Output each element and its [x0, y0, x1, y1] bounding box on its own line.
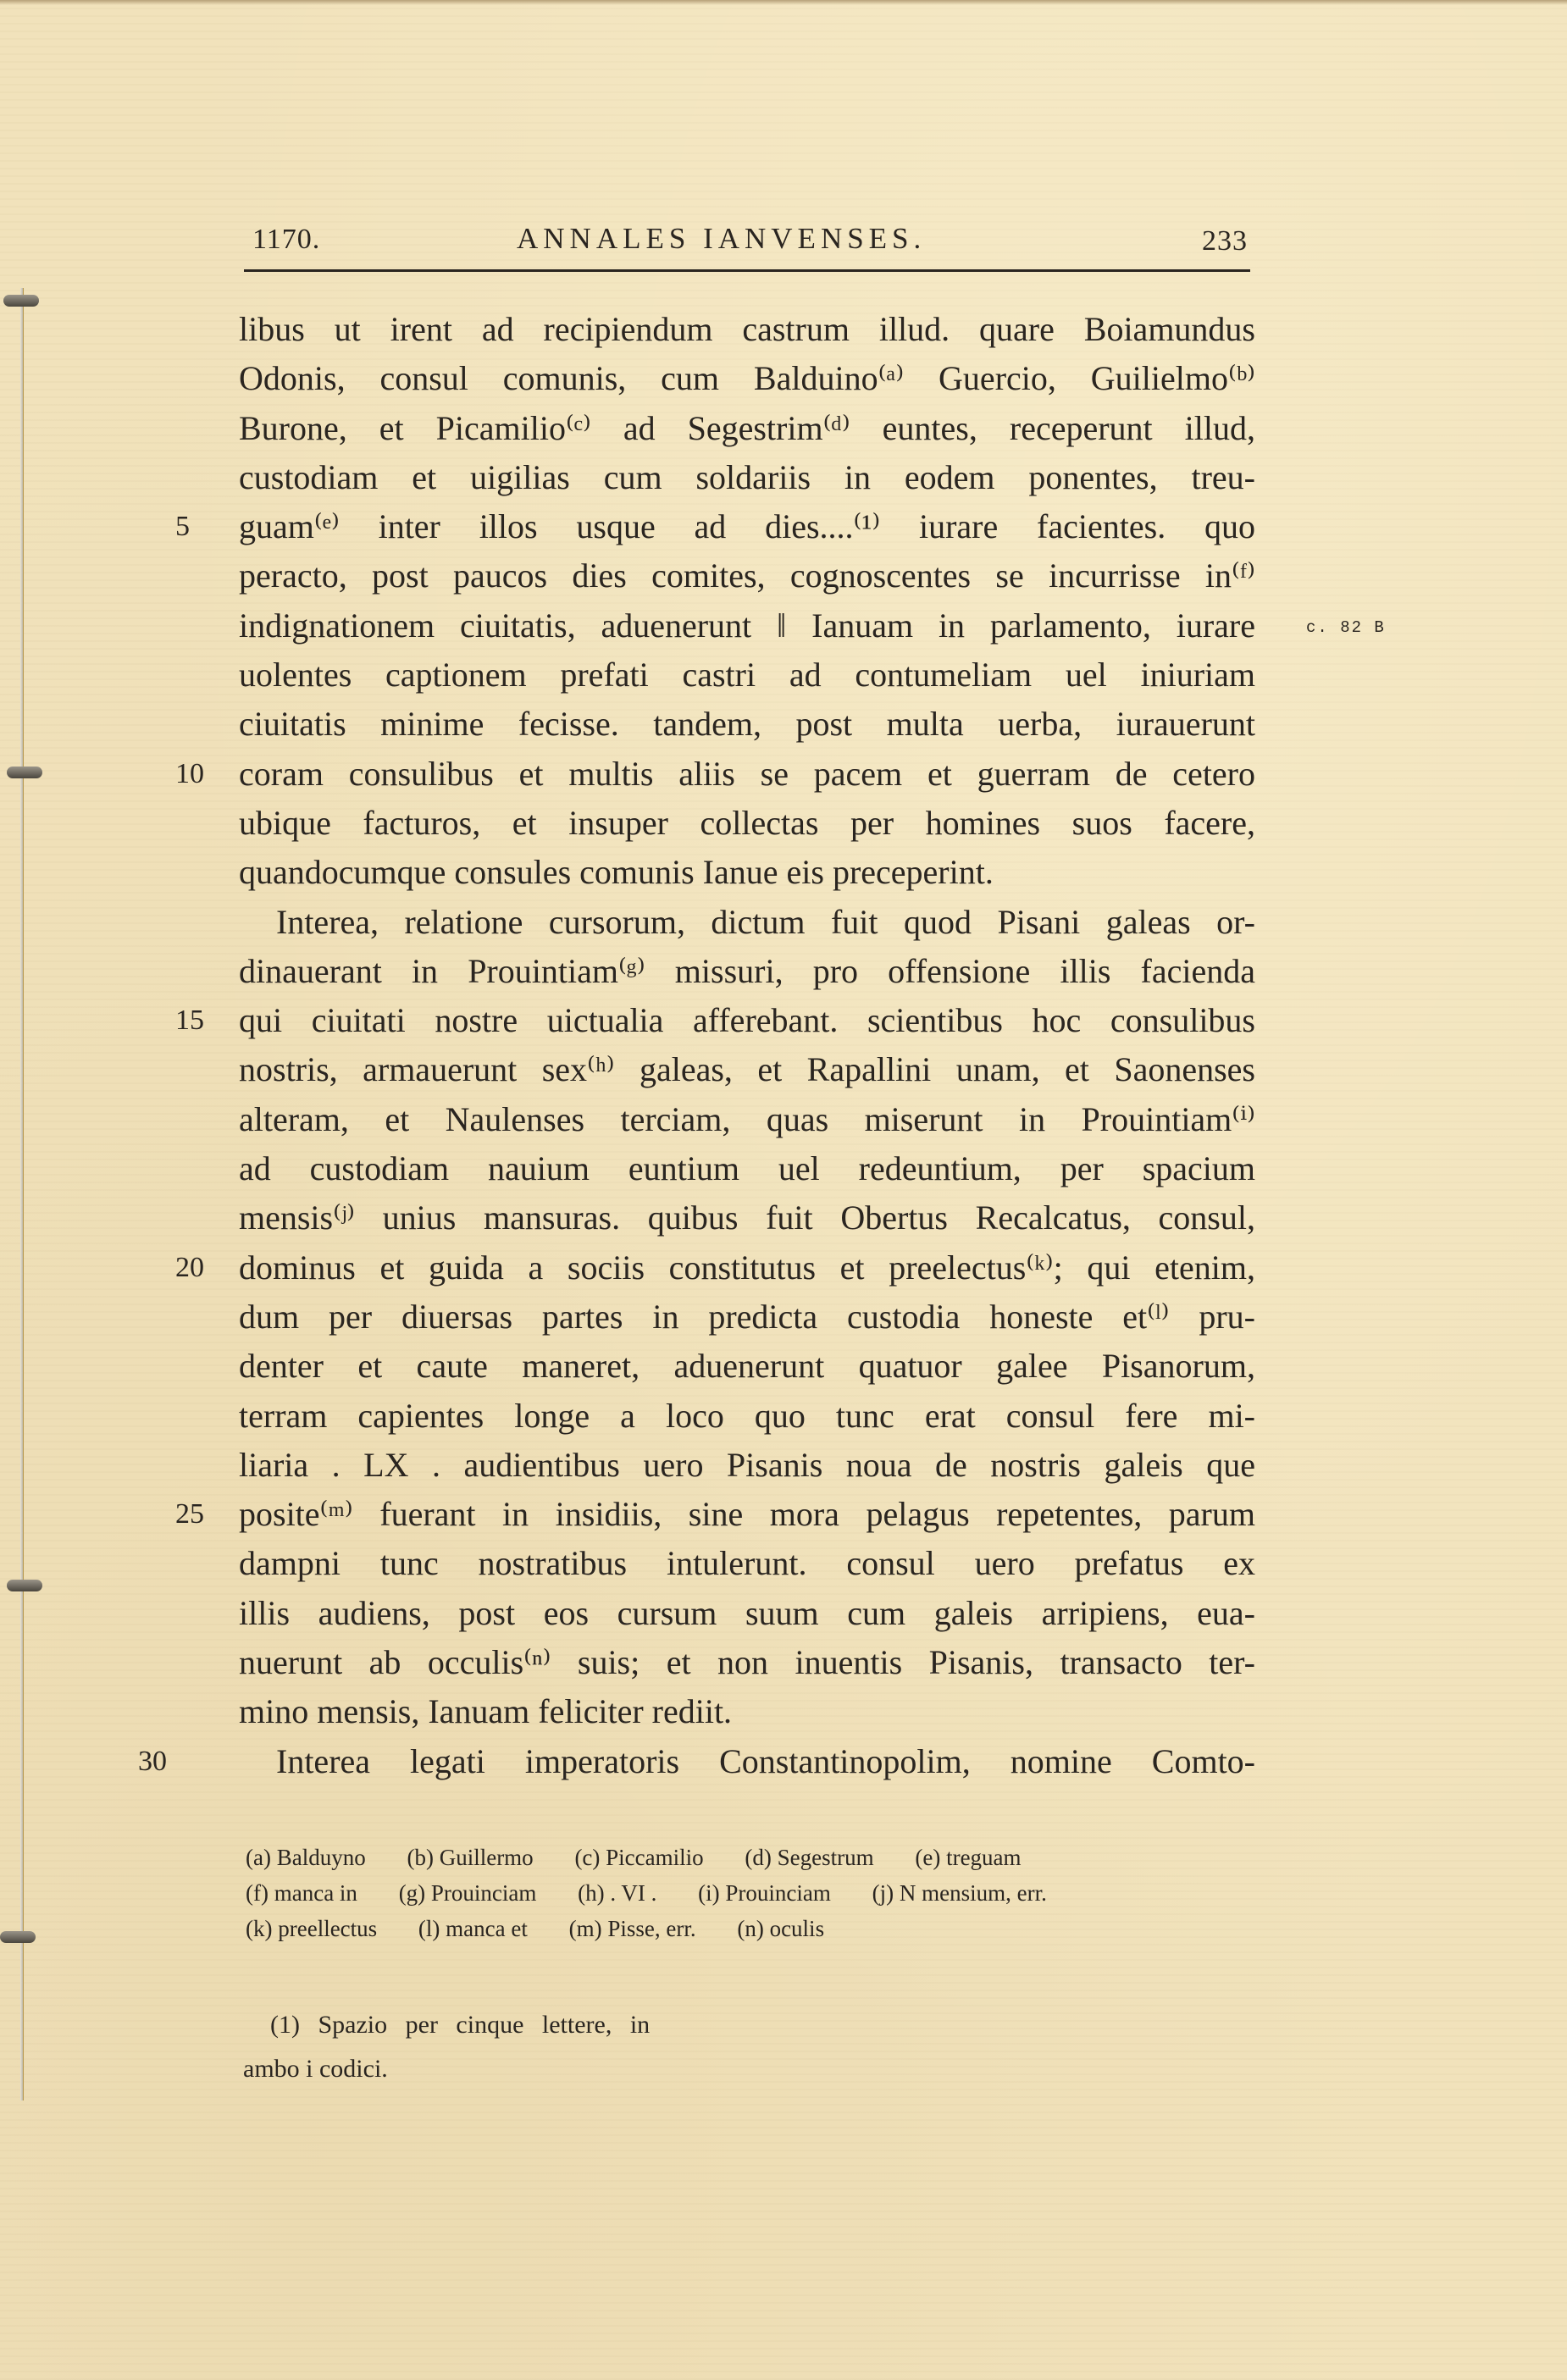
line-number: 15	[175, 1005, 204, 1037]
text-line	[239, 404, 1255, 453]
line-text: dominus et guida a sociis constitutus et preelectus⁽ᵏ⁾; qui etenim,	[239, 1248, 1255, 1287]
line-text: uolentes captionem prefati castri ad contumeliam uel iniuriam	[239, 656, 1255, 695]
variant-note: (b) Guillermo	[407, 1845, 534, 1870]
variant-note: (k) preellectus	[246, 1916, 378, 1941]
line-text: dampni tunc nostratibus intulerunt. consul uero prefatus ex	[239, 1544, 1255, 1583]
line-text: terram capientes longe a loco quo tunc erat consul fere mi-	[239, 1396, 1255, 1435]
variant-note: (g) Prouinciam	[398, 1880, 537, 1906]
variant-note: (n) oculis	[737, 1916, 825, 1941]
text-line	[239, 1638, 1255, 1687]
text-line	[239, 1292, 1255, 1342]
text-line	[239, 1687, 1255, 1736]
variant-note: (e) treguam	[915, 1845, 1022, 1870]
text-line	[138, 1737, 1255, 1786]
line-number: 10	[175, 757, 204, 789]
margin-folio-note: c. 82 B	[1306, 618, 1386, 637]
line-text: Interea, relatione cursorum, dictum fuit quod Pisani galeas or-	[276, 902, 1255, 941]
variant-note: (m) Pisse, err.	[568, 1916, 696, 1941]
binding-stitch	[7, 1580, 42, 1591]
line-text: illis audiens, post eos cursum suum cum galeis arripiens, eua-	[239, 1593, 1255, 1632]
line-text: Burone, et Picamilio⁽ᶜ⁾ ad Segestrim⁽ᵈ⁾ euntes, receperunt illud,	[239, 408, 1255, 447]
line-text: nostris, armauerunt sex⁽ʰ⁾ galeas, et Rapallini unam, et Saonenses	[239, 1050, 1255, 1089]
running-head	[244, 222, 1248, 264]
line-text: ubique facturos, et insuper collectas per homines suos facere,	[239, 803, 1255, 842]
line-text: coram consulibus et multis aliis se pacem et guerram de cetero	[239, 754, 1255, 793]
text-line	[175, 1490, 1255, 1539]
text-line	[175, 1243, 1255, 1292]
line-text: liaria . LX . audientibus uero Pisanis noua de nostris galeis que	[239, 1445, 1255, 1484]
variant-note: (a) Balduyno	[246, 1845, 366, 1870]
line-text: denter et caute maneret, aduenerunt quatuor galee Pisanorum,	[239, 1347, 1255, 1386]
text-line	[239, 305, 1255, 354]
line-text: dum per diuersas partes in predicta custodia honeste et⁽ˡ⁾ pru-	[239, 1297, 1255, 1336]
variant-note: (d) Segestrum	[745, 1845, 874, 1870]
text-line	[175, 502, 1255, 551]
text-line	[175, 996, 1255, 1045]
text-line	[239, 1193, 1255, 1243]
line-number: 5	[175, 511, 190, 543]
line-text: ad custodiam nauium euntium uel redeuntium, per spacium	[239, 1149, 1255, 1188]
text-line	[239, 1144, 1255, 1193]
text-line	[239, 453, 1255, 502]
line-number: 20	[175, 1251, 204, 1283]
binding-stitch	[7, 767, 42, 778]
main-text	[138, 305, 1255, 1786]
line-text: dinauerant in Prouintiam⁽ᵍ⁾ missuri, pro offensione illis facienda	[239, 951, 1255, 990]
variant-note: (h) . VI .	[578, 1880, 657, 1906]
variant-note: (l) manca et	[418, 1916, 528, 1941]
text-line	[239, 551, 1255, 601]
line-text: libus ut irent ad recipiendum castrum illud. quare Boiamundus	[239, 310, 1255, 348]
text-line	[239, 799, 1255, 848]
footnotes	[243, 2003, 768, 2091]
text-line	[239, 1539, 1255, 1588]
variant-note: (i) Prouinciam	[698, 1880, 831, 1906]
text-line	[239, 700, 1255, 749]
line-text: indignationem ciuitatis, aduenerunt ‖ Ianuam in parlamento, iurare	[239, 606, 1255, 645]
binding-thread	[20, 288, 24, 2100]
line-text: posite⁽ᵐ⁾ fuerant in insidiis, sine mora pelagus repetentes, parum	[239, 1495, 1255, 1534]
line-text: guam⁽ᵉ⁾ inter illos usque ad dies....⁽¹⁾ iurare facientes. quo	[239, 507, 1255, 546]
line-text: custodiam et uigilias cum soldariis in eodem ponentes, treu-	[239, 457, 1255, 496]
line-text: Interea legati imperatoris Constantinopolim, nomine Comto-	[276, 1741, 1255, 1780]
binding-stitch	[3, 295, 39, 307]
line-text: quandocumque consules comunis Ianue eis preceperint.	[239, 853, 994, 892]
line-text: nuerunt ab occulis⁽ⁿ⁾ suis; et non inuentis Pisanis, transacto ter-	[239, 1643, 1255, 1682]
variant-note: (j) N mensium, err.	[872, 1880, 1047, 1906]
text-line	[239, 848, 1255, 897]
footnote-line: (1) Spazio per cinque lettere, in	[270, 2011, 651, 2039]
variant-row	[246, 1875, 1279, 1911]
variant-note: (f) manca in	[246, 1880, 357, 1906]
text-line	[239, 1342, 1255, 1391]
line-text: peracto, post paucos dies comites, cognoscentes se incurrisse in⁽ᶠ⁾	[239, 556, 1255, 595]
text-line	[239, 898, 1255, 947]
line-text: Odonis, consul comunis, cum Balduino⁽ᵃ⁾ Guercio, Guilielmo⁽ᵇ⁾	[239, 359, 1255, 398]
text-line	[239, 1392, 1255, 1441]
line-text: mino mensis, Ianuam feliciter rediit.	[239, 1692, 733, 1731]
binding-stitch	[0, 1931, 36, 1943]
page-top-edge	[0, 0, 1567, 5]
text-line	[175, 750, 1255, 799]
text-line	[239, 1095, 1255, 1144]
footnote-line: ambo i codici.	[243, 2055, 388, 2083]
running-head-title: ANNALES IANVENSES.	[517, 222, 927, 255]
line-text: alteram, et Naulenses terciam, quas miserunt in Prouintiam⁽ⁱ⁾	[239, 1099, 1255, 1138]
variant-note: (c) Piccamilio	[574, 1845, 704, 1870]
variant-row	[246, 1911, 1279, 1946]
line-text: qui ciuitati nostre uictualia afferebant. scientibus hoc consulibus	[239, 1001, 1255, 1040]
line-number: 30	[138, 1745, 167, 1777]
text-line	[239, 1045, 1255, 1094]
line-text: mensis⁽ʲ⁾ unius mansuras. quibus fuit Obertus Recalcatus, consul,	[239, 1198, 1255, 1237]
text-line	[239, 947, 1255, 996]
page-number: 233	[1202, 225, 1248, 257]
textual-variants	[246, 1840, 1279, 1946]
text-line	[239, 1589, 1255, 1638]
header-rule	[244, 269, 1250, 272]
text-line	[239, 354, 1255, 403]
text-line	[239, 1441, 1255, 1490]
text-line	[239, 650, 1255, 700]
text-line	[239, 601, 1255, 650]
line-text: ciuitatis minime fecisse. tandem, post multa uerba, iurauerunt	[239, 705, 1255, 744]
running-head-year: 1170.	[252, 224, 321, 255]
line-number: 25	[175, 1498, 204, 1530]
variant-row	[246, 1840, 1279, 1875]
